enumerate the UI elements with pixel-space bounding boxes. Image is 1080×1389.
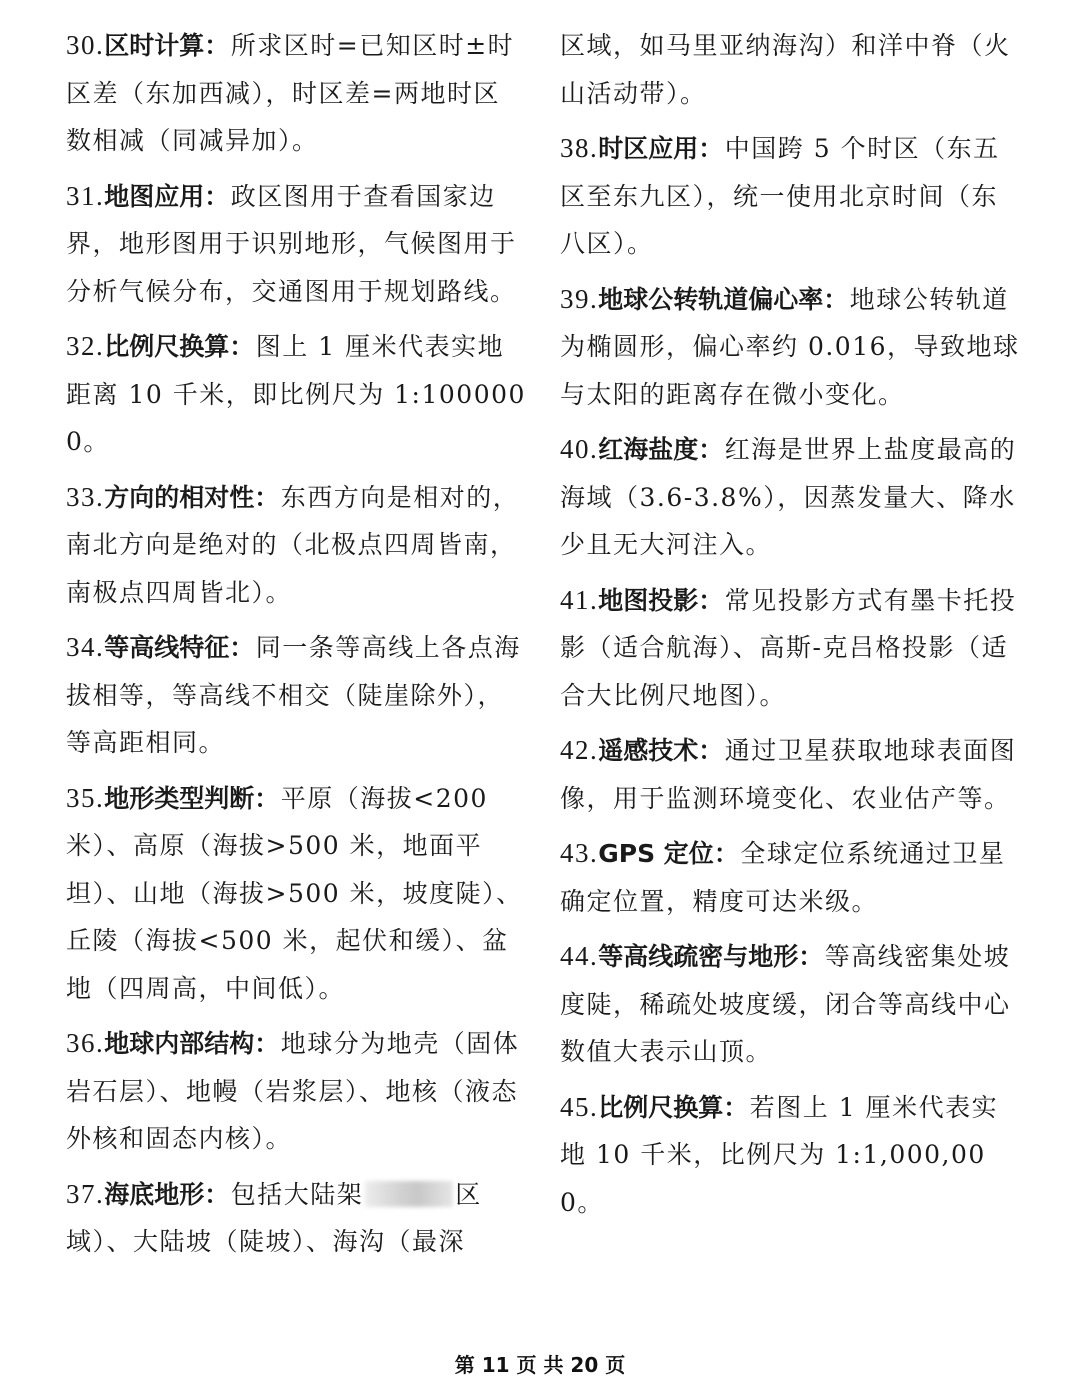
item-term: GPS 定位 [598,839,714,868]
list-item: 45.比例尺换算：若图上 1 厘米代表实地 10 千米，比例尺为 1:1,000,000。 [560,1091,999,1217]
list-item: 33.方向的相对性：东西方向是相对的，南北方向是绝对的（北极点四周皆南，南极点四周皆北）。 [66,481,520,607]
item-term: 方向的相对性 [104,482,255,512]
list-item: 36.地球内部结构：地球分为地壳（固体岩石层）、地幔（岩浆层）、地核（液态外核和固态内核）。 [66,1028,520,1153]
item-number: 37. [66,1178,105,1209]
item-number: 30. [66,30,105,60]
item-text: 图上 1 厘米代表实地距离 10 千米，即比例尺为 1:1000000。 [66,332,526,456]
item-number: 36. [66,1028,105,1058]
item-text: 中国跨 5 个时区（东五区至东九区），统一使用北京时间（东八区）。 [560,134,1000,258]
right-column [560,22,1020,1234]
item-number: 33. [66,481,105,512]
item-text: 通过卫星获取地球表面图像，用于监测环境变化、农业估产等。 [560,736,1017,813]
item-number: 44. [560,941,599,971]
item-text: 政区图用于查看国家边界，地形图用于识别地形，气候图用于分析气候分布，交通图用于规划路线。 [66,181,517,306]
item-text: 区域，如马里亚纳海沟）和洋中脊（火山活动带）。 [560,31,1011,108]
item-term: 时区应用 [598,134,699,163]
item-text: 平原（海拔<200米）、高原（海拔>500 米，地面平坦）、山地（海拔>500 米，坡度陡）、丘陵（海拔<500 米，起伏和缓）、盆地（四周高，中间低）。 [66,783,523,1003]
item-number: 41. [560,584,599,615]
item-number: 31. [66,180,105,211]
item-term: 遥感技术 [598,736,699,765]
item-number: 35. [66,782,105,813]
item-number: 40. [560,434,599,464]
left-column [66,22,526,1274]
list-item: 30.区时计算：所求区时=已知区时±时区差（东加西减），时区差=两地时区数相减（同减异加）。 [66,30,515,155]
list-item: 34.等高线特征：同一条等高线上各点海拔相等，等高线不相交（陡崖除外），等高距相同。 [66,632,521,757]
item-number: 42. [560,735,599,765]
item-text: 东西方向是相对的，南北方向是绝对的（北极点四周皆南，南极点四周皆北）。 [66,482,520,607]
list-item: 32.比例尺换算：图上 1 厘米代表实地距离 10 千米，即比例尺为 1:1000000。 [66,331,526,456]
item-term: 地球公转轨道偏心率 [598,284,824,314]
list-item: 44.等高线疏密与地形：等高线密集处坡度陡，稀疏处坡度缓，闭合等高线中心数值大表示山顶。 [560,941,1011,1066]
item-text: 同一条等高线上各点海拔相等，等高线不相交（陡崖除外），等高距相同。 [66,633,521,757]
item-term: 区时计算 [104,31,205,60]
item-term: 地球内部结构 [104,1029,255,1058]
item-number: 43. [560,838,599,868]
page-footer: 第 11 页 共 20 页 [454,1353,626,1377]
item-text: 全球定位系统通过卫星确定位置，精度可达米级。 [560,839,1006,916]
item-text: 等高线密集处坡度陡，稀疏处坡度缓，闭合等高线中心数值大表示山顶。 [560,942,1011,1066]
list-item: 31.地图应用：政区图用于查看国家边界，地形图用于识别地形，气候图用于分析气候分布，交通图用于规划路线。 [66,180,517,306]
list-item: 37.海底地形：包括大陆架 区域）、大陆坡（陡坡）、海沟（最深 [66,1178,482,1256]
item-text: 地球公转轨道为椭圆形，偏心率约 0.016，导致地球与太阳的距离存在微小变化。 [560,284,1020,409]
item-text: 所求区时=已知区时±时区差（东加西减），时区差=两地时区数相减（同减异加）。 [66,31,515,155]
item-term: 等高线特征 [104,633,230,662]
item-term: 海底地形 [104,1179,205,1209]
item-term: 地形类型判断 [104,783,255,813]
list-item: 35.地形类型判断：平原（海拔<200米）、高原（海拔>500 米，地面平坦）、山地（海拔>500 米，坡度陡）、丘陵（海拔<500 米，起伏和缓）、盆地（四周高，中间低）。 [66,782,523,1003]
item-text: 地球分为地壳（固体岩石层）、地幔（岩浆层）、地核（液态外核和固态内核）。 [66,1029,520,1153]
item-number: 32. [66,331,105,361]
item-term: 地图投影 [598,585,699,615]
item-term: 比例尺换算 [598,1092,724,1122]
redacted-blur [365,1181,453,1207]
list-item-continuation [560,22,1020,117]
item-number: 45. [560,1091,599,1122]
item-text: 若图上 1 厘米代表实地 10 千米，比例尺为 1:1,000,000。 [560,1092,999,1217]
item-term: 红海盐度 [598,435,699,464]
item-number: 39. [560,283,599,314]
list-item: 38.时区应用：中国跨 5 个时区（东五区至东九区），统一使用北京时间（东八区）。 [560,133,1000,258]
item-text: 区域）、大陆坡（陡坡）、海沟（最深 [66,1179,482,1256]
list-item: 39.地球公转轨道偏心率：地球公转轨道为椭圆形，偏心率约 0.016，导致地球与太阳的距离存在微小变化。 [560,283,1020,409]
list-item: 41.地图投影：常见投影方式有墨卡托投影（适合航海）、高斯-克吕格投影（适合大比例尺地图）。 [560,584,1017,710]
list-item: 43.GPS 定位：全球定位系统通过卫星确定位置，精度可达米级。 [560,838,1006,916]
item-number: 38. [560,133,599,163]
item-text: 常见投影方式有墨卡托投影（适合航海）、高斯-克吕格投影（适合大比例尺地图）。 [560,585,1017,710]
list-item: 40.红海盐度：红海是世界上盐度最高的海域（3.6-3.8%），因蒸发量大、降水少且无大河注入。 [560,434,1017,559]
item-text: 红海是世界上盐度最高的海域（3.6-3.8%），因蒸发量大、降水少且无大河注入。 [560,435,1017,559]
item-term: 比例尺换算 [104,332,230,361]
list-item: 42.遥感技术：通过卫星获取地球表面图像，用于监测环境变化、农业估产等。 [560,735,1017,813]
item-term: 等高线疏密与地形 [598,942,799,971]
item-term: 地图应用 [104,181,205,211]
item-number: 34. [66,632,105,662]
item-text: 包括大陆架 [230,1179,364,1209]
